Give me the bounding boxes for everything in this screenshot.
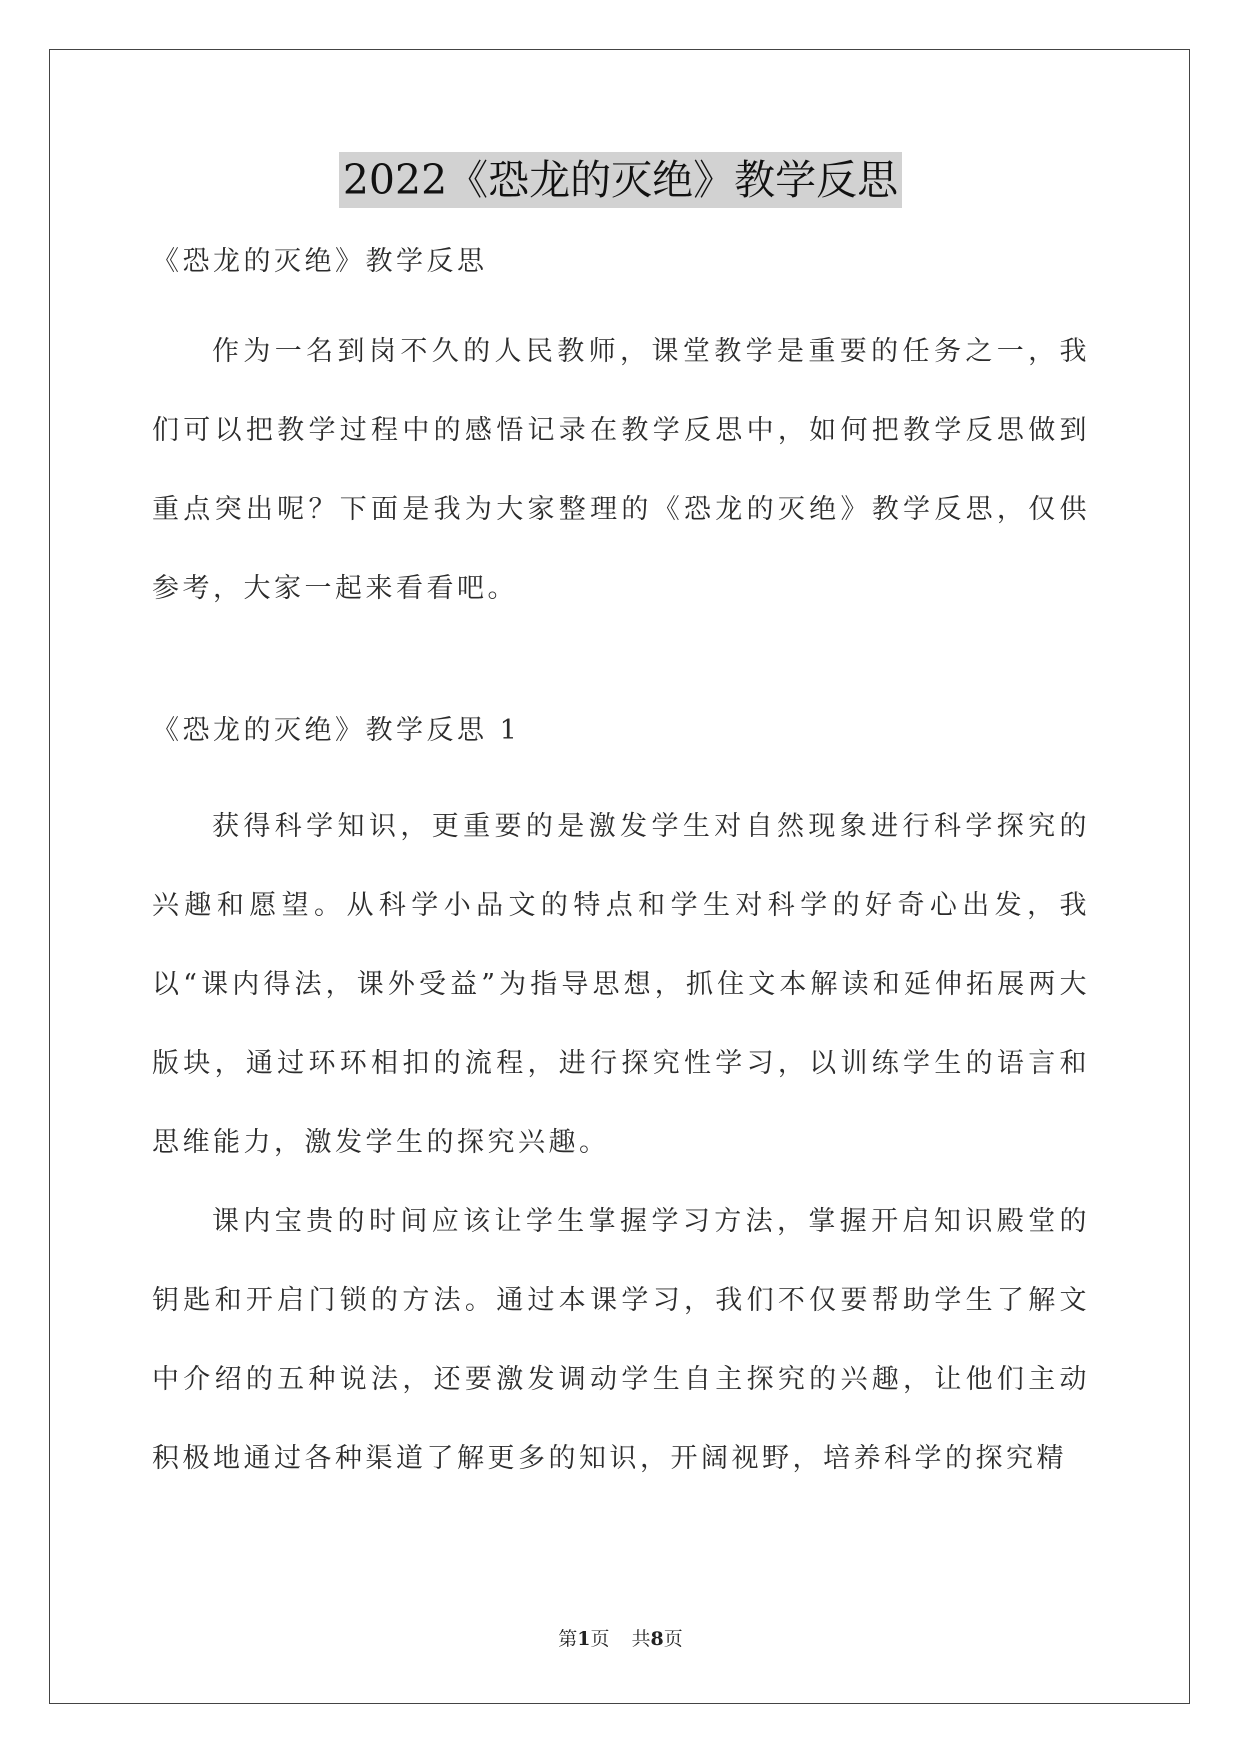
section-heading: 《恐龙的灭绝》教学反思 — [152, 246, 488, 277]
total-prefix: 共 — [631, 1628, 651, 1650]
total-pages: 8 — [650, 1628, 664, 1650]
page-prefix: 第 — [558, 1628, 578, 1650]
paragraph: 获得科学知识，更重要的是激发学生对自然现象进行科学探究的兴趣和愿望。从科学小品文的特点和学生对科学的好奇心出发，我以“课内得法，课外受益”为指导思想，抓住文本解读和延伸拓展两大版块，通过环环相扣的流程，进行探究性学习，以训练学生的语言和思维能力，激发学生的探究兴趣。 — [152, 811, 1090, 1158]
section-heading: 《恐龙的灭绝》教学反思 1 — [152, 715, 521, 746]
document-body — [152, 242, 1090, 1498]
paragraph: 作为一名到岗不久的人民教师，课堂教学是重要的任务之一，我们可以把教学过程中的感悟记录在教学反思中，如何把教学反思做到重点突出呢？下面是我为大家整理的《恐龙的灭绝》教学反思，仅供参考，大家一起来看看吧。 — [152, 336, 1090, 604]
page-footer — [0, 1626, 1241, 1652]
page-suffix: 页 — [590, 1628, 610, 1650]
document-title: 2022《恐龙的灭绝》教学反思 — [339, 152, 902, 208]
total-suffix: 页 — [663, 1628, 683, 1650]
title-container — [0, 152, 1241, 208]
page-number: 1 — [577, 1628, 591, 1650]
paragraph: 课内宝贵的时间应该让学生掌握学习方法，掌握开启知识殿堂的钥匙和开启门锁的方法。通过本课学习，我们不仅要帮助学生了解文中介绍的五种说法，还要激发调动学生自主探究的兴趣，让他们主动积极地通过各种渠道了解更多的知识，开阔视野，培养科学的探究精 — [152, 1206, 1090, 1474]
